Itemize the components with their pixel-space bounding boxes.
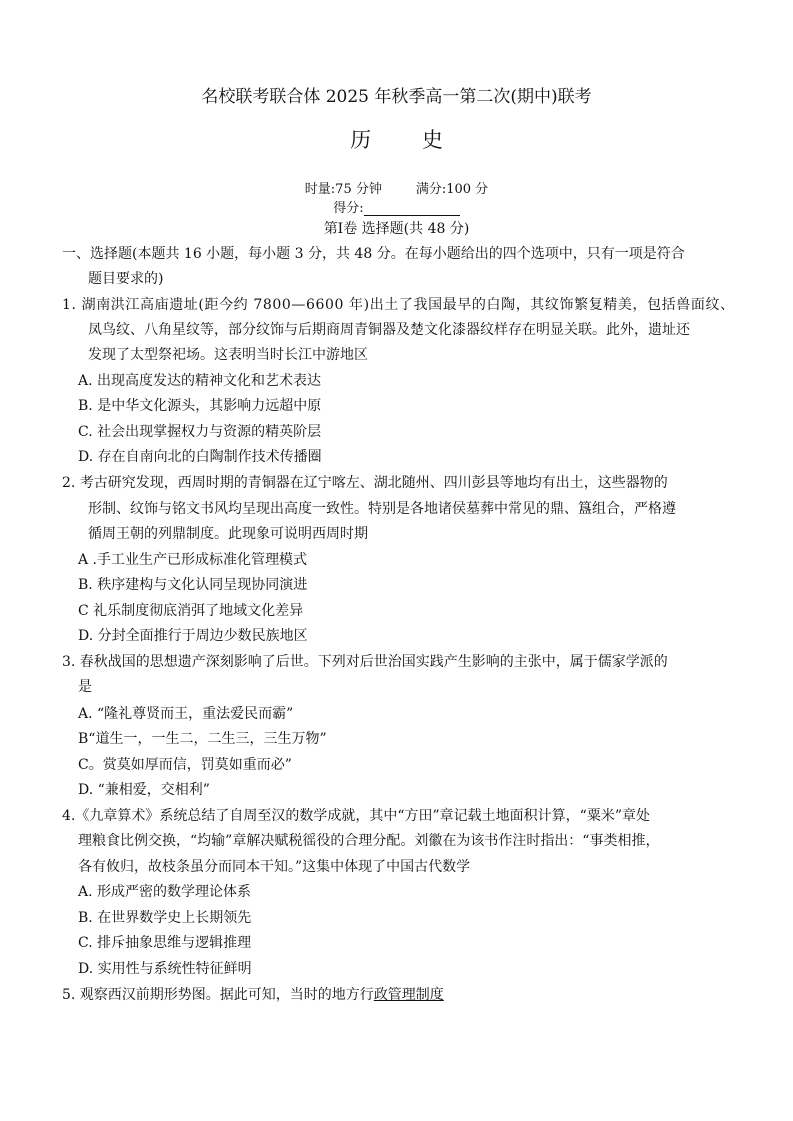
question-1-stem: 1. 湖南洪江高庙遗址(距今约 7800—6600 年)出土了我国最早的白陶，其纹饰繁复精美，包括兽面纹、 bbox=[62, 297, 735, 313]
question-3-option-a: A. “隆礼尊贤而王，重法爱民而霸” bbox=[78, 706, 294, 722]
question-5-stem-text: 5. 观察西汉前期形势图。据此可知，当时的地方行 bbox=[62, 987, 374, 1003]
score-label: 得分: bbox=[333, 201, 364, 216]
question-2-option-c: C 礼乐制度彻底消弭了地域文化差异 bbox=[78, 603, 304, 619]
question-1-stem-cont: 凤鸟纹、八角星纹等，部分纹饰与后期商周青铜器及楚文化漆器纹样存在明显关联。此外，遗址还 bbox=[88, 322, 690, 338]
question-3-stem: 3. 春秋战国的思想遗产深刻影响了后世。下列对后世治国实践产生影响的主张中，属于儒家学派的 bbox=[62, 654, 668, 670]
exam-title: 名校联考联合体 2025 年秋季高一第二次(期中)联考 bbox=[201, 87, 592, 107]
question-1-option-d: D. 存在自南向北的白陶制作技术传播圈 bbox=[78, 449, 322, 465]
question-1-stem-cont: 发现了太型祭祀场。这表明当时长江中游地区 bbox=[88, 347, 368, 363]
score-field bbox=[0, 197, 793, 216]
question-2-stem-cont: 形制、纹饰与铭文书风均呈现出高度一致性。特别是各地诸侯墓葬中常见的鼎、簋组合，严格遵 bbox=[88, 501, 676, 517]
section-instructions-cont: 题目要求的) bbox=[88, 271, 164, 287]
question-3-option-b: B“道生一，一生二，二生三，三生万物” bbox=[78, 731, 327, 747]
question-1-option-c: C. 社会出现掌握权力与资源的精英阶层 bbox=[78, 424, 322, 440]
question-5-stem bbox=[62, 986, 444, 1004]
question-4-option-c: C. 排斥抽象思维与逻辑推理 bbox=[78, 935, 252, 951]
question-2-option-a: A .手工业生产已形成标准化管理模式 bbox=[78, 552, 308, 568]
question-4-option-d: D. 实用性与系统性特征鲜明 bbox=[78, 961, 252, 977]
question-4-stem: 4.《九章算术》系统总结了自周至汉的数学成就，其中“方田”章记载土地面积计算，“粟米”章处 bbox=[62, 808, 650, 824]
question-1-option-a: A. 出现高度发达的精神文化和艺术表达 bbox=[78, 373, 322, 389]
question-2-stem: 2. 考古研究发现，西周时期的青铜器在辽宁喀左、湖北随州、四川彭县等地均有出土，这些器物的 bbox=[62, 475, 668, 491]
score-blank bbox=[364, 203, 460, 216]
question-4-option-b: B. 在世界数学史上长期领先 bbox=[78, 910, 252, 926]
question-3-option-d: D. “兼相爱，交相利” bbox=[78, 782, 210, 798]
time-limit: 时量:75 分钟 bbox=[304, 182, 382, 197]
question-3-option-c: C。赏莫如厚而信，罚莫如重而必” bbox=[78, 757, 292, 773]
question-2-option-d: D. 分封全面推行于周边少数民族地区 bbox=[78, 628, 308, 644]
question-5-underlined-text: 政管理制度 bbox=[373, 987, 444, 1003]
section-instructions: 一、选择题(本题共 16 小题，每小题 3 分，共 48 分。在每小题给出的四个选项中，只有一项是符合 bbox=[62, 246, 685, 262]
question-4-option-a: A. 形成严密的数学理论体系 bbox=[78, 884, 252, 900]
question-4-stem-cont: 各有攸归，故枝条虽分而同本干知。”这集中体现了中国古代数学 bbox=[78, 859, 471, 875]
subject-title: 历 史 bbox=[350, 128, 465, 152]
question-3-stem-cont: 是 bbox=[78, 679, 92, 695]
question-1-option-b: B. 是中华文化源头，其影响力远超中原 bbox=[78, 398, 322, 414]
exam-info bbox=[0, 178, 793, 197]
question-4-stem-cont: 理粮食比例交换，“均输”章解决赋税徭役的合理分配。刘徽在为该书作注时指出：“事类相推， bbox=[78, 833, 660, 849]
part-heading: 第Ⅰ卷 选择题(共 48 分) bbox=[323, 221, 470, 237]
question-2-stem-cont: 循周王朝的列鼎制度。此现象可说明西周时期 bbox=[88, 526, 368, 542]
full-score: 满分:100 分 bbox=[415, 182, 489, 197]
question-2-option-b: B. 秩序建构与文化认同呈现协同演进 bbox=[78, 577, 308, 593]
